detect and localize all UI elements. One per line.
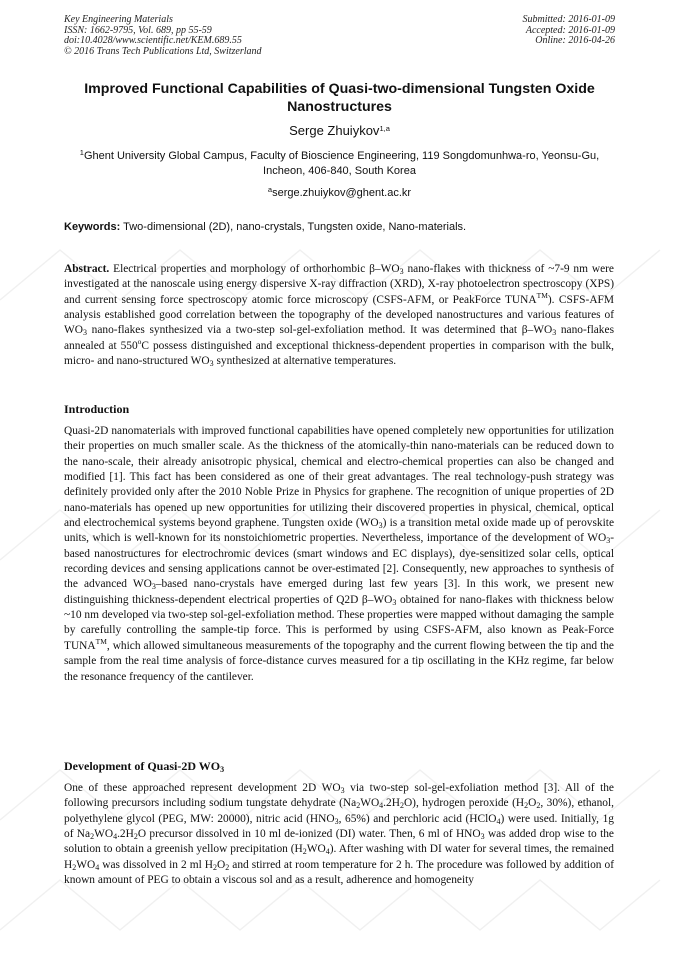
affiliation (64, 149, 615, 178)
journal-name: Key Engineering Materials (64, 14, 173, 25)
issn-line: ISSN: 1662-9795, Vol. 689, pp 55-59 (64, 24, 212, 36)
development-heading: Development of Quasi-2D $WO_3$ (64, 759, 225, 774)
affiliation-text: Ghent University Global Campus, Faculty of Bioscience Engineering, 119 Songdomunhwa-ro, Yeonsu-Gu, Incheon, 406-840, South Korea (83, 150, 600, 177)
keywords-label: Keywords: (64, 221, 121, 233)
abstract: Abstract. Electrical properties and morphology of orthorhombic $\beta-WO_3$ nano-flakes with thickness of ~7-9 nm were investigated at the nanoscale using energy dispersive X-ray diffraction (XRD), X-ray photoelectron spectroscopy (XPS) and current sensing force spectroscopy atomic force microscopy (CSFS-AFM, or PeakForce TUNA™). CSFS-AFM analysis established good correlation between the topography of the developed nanostructures and various features of $WO_3$ nano-flakes synthesized via a two-step sol-gel-exfoliation method. It was determined that $\beta-WO_3$ nano-flakes annealed at 550$^o$C possess distinguished and exceptional thickness-dependent properties in comparison with the bulk, micro- and nano-structured $WO_3$ synthesized at alternative temperatures. (64, 263, 615, 369)
abstract-label: Abstract. (64, 263, 110, 275)
doi-line: doi:10.4028/www.scientific.net/KEM.689.55 (64, 35, 242, 47)
submission-dates (523, 15, 616, 47)
copyright-line: © 2016 Trans Tech Publications Ltd, Switzerland (64, 45, 262, 57)
email-text: serge.zhuiykov@ghent.ac.kr (272, 187, 412, 199)
affiliation-mark: 1 (79, 148, 84, 157)
paper-title: Improved Functional Capabilities of Quasi-two-dimensional Tungsten Oxide Nanostructures (84, 81, 595, 115)
introduction-heading: Introduction (64, 402, 130, 416)
introduction-paragraph: Quasi-2D nanomaterials with improved functional capabilities have opened completely new opportunities for utilization their properties on much smaller scale. As the thickness of the atomically-thin nano-materials can be reduced down to the nano-scale, their already anisotropic physical, chemical and electro-chemical properties can also be changed and modified [1]. This fact has been considered as one of their great advantages. The real technology-push strategy was definitely provided only after the 2010 Noble Prize in Physics for graphene. The recognition of unique properties of 2D nano-materials has opened up new opportunities for utilizing their discovered properties in physical, chemical, optical and electrochemical systems beyond graphene. Tungsten oxide $(WO_3)$ is a transition metal oxide made up of perovskite units, which is well-known for its nonstoichiometric properties. Nevertheless, importance of the development of $WO_3$-based nanostructures for electrochromic devices (smart windows and EC displays), dye-sensitized solar cells, optical recording devices and sensing applications cannot be over-estimated [2]. Consequently, new approaches to synthesis of the advanced $WO_3$–based nano-crystals have emerged during last few years [3]. In this work, we present new distinguishing thickness-dependent electrical properties of Q2D $\beta-WO_3$ obtained for nano-flakes with thickness below ~10 nm developed via two-step sol-gel-exfoliation method. These properties were mapped without damaging the sample by carefully controlling the sample-tip force. This is performed by using CSFS-AFM, also known as Peak-Force TUNA™, which allowed simultaneous measurements of the topography and the current flowing between the tip and the sample from the real time analysis of force-distance curves measured for a tip oscillating in the KHz regime, far below the resonance frequency of the cantilever. (64, 425, 615, 683)
online-date: Online: 2016-04-26 (535, 35, 615, 47)
author-email (64, 186, 615, 200)
keywords (64, 220, 615, 234)
author-line (64, 123, 615, 139)
author-name: Serge Zhuiykov (289, 123, 380, 138)
author-mark: 1,a (379, 124, 390, 133)
journal-info (64, 15, 262, 57)
development-paragraph: One of these approached represent development 2D $WO_3$ via two-step sol-gel-exfoliation method [3]. All of the following precursors including sodium tungstate dehydrate $(Na_2WO_4.2H_2O)$, hydrogen peroxide ($H_2O_2$, 30%), ethanol, polyethylene glycol (PEG, MW: 20000), nitric acid ($HNO_3$, 65%) and perchloric acid (HClO$_4$) were used. Initially, 1g of $Na_2WO_4.2H_2O$ precursor dissolved in 10 ml de-ionized (DI) water. Then, 6 ml of $HNO_3$ was added drop wise to the solution to obtain a greenish yellow precipitation $(H_2WO_4)$. After washing with DI water for several times, the remained $H_2WO_4$ was dissolved in 2 ml $H_2O_2$ and stirred at room temperature for 2 h. The procedure was followed by addition of known amount of PEG to obtain a viscous sol and as a result, adherence and homogeneity (64, 782, 615, 887)
keywords-text: Two-dimensional (2D), nano-crystals, Tungsten oxide, Nano-materials. (123, 221, 467, 233)
email-mark: a (267, 185, 273, 194)
submitted-date: Submitted: 2016-01-09 (522, 14, 615, 25)
accepted-date: Accepted: 2016-01-09 (525, 24, 615, 36)
